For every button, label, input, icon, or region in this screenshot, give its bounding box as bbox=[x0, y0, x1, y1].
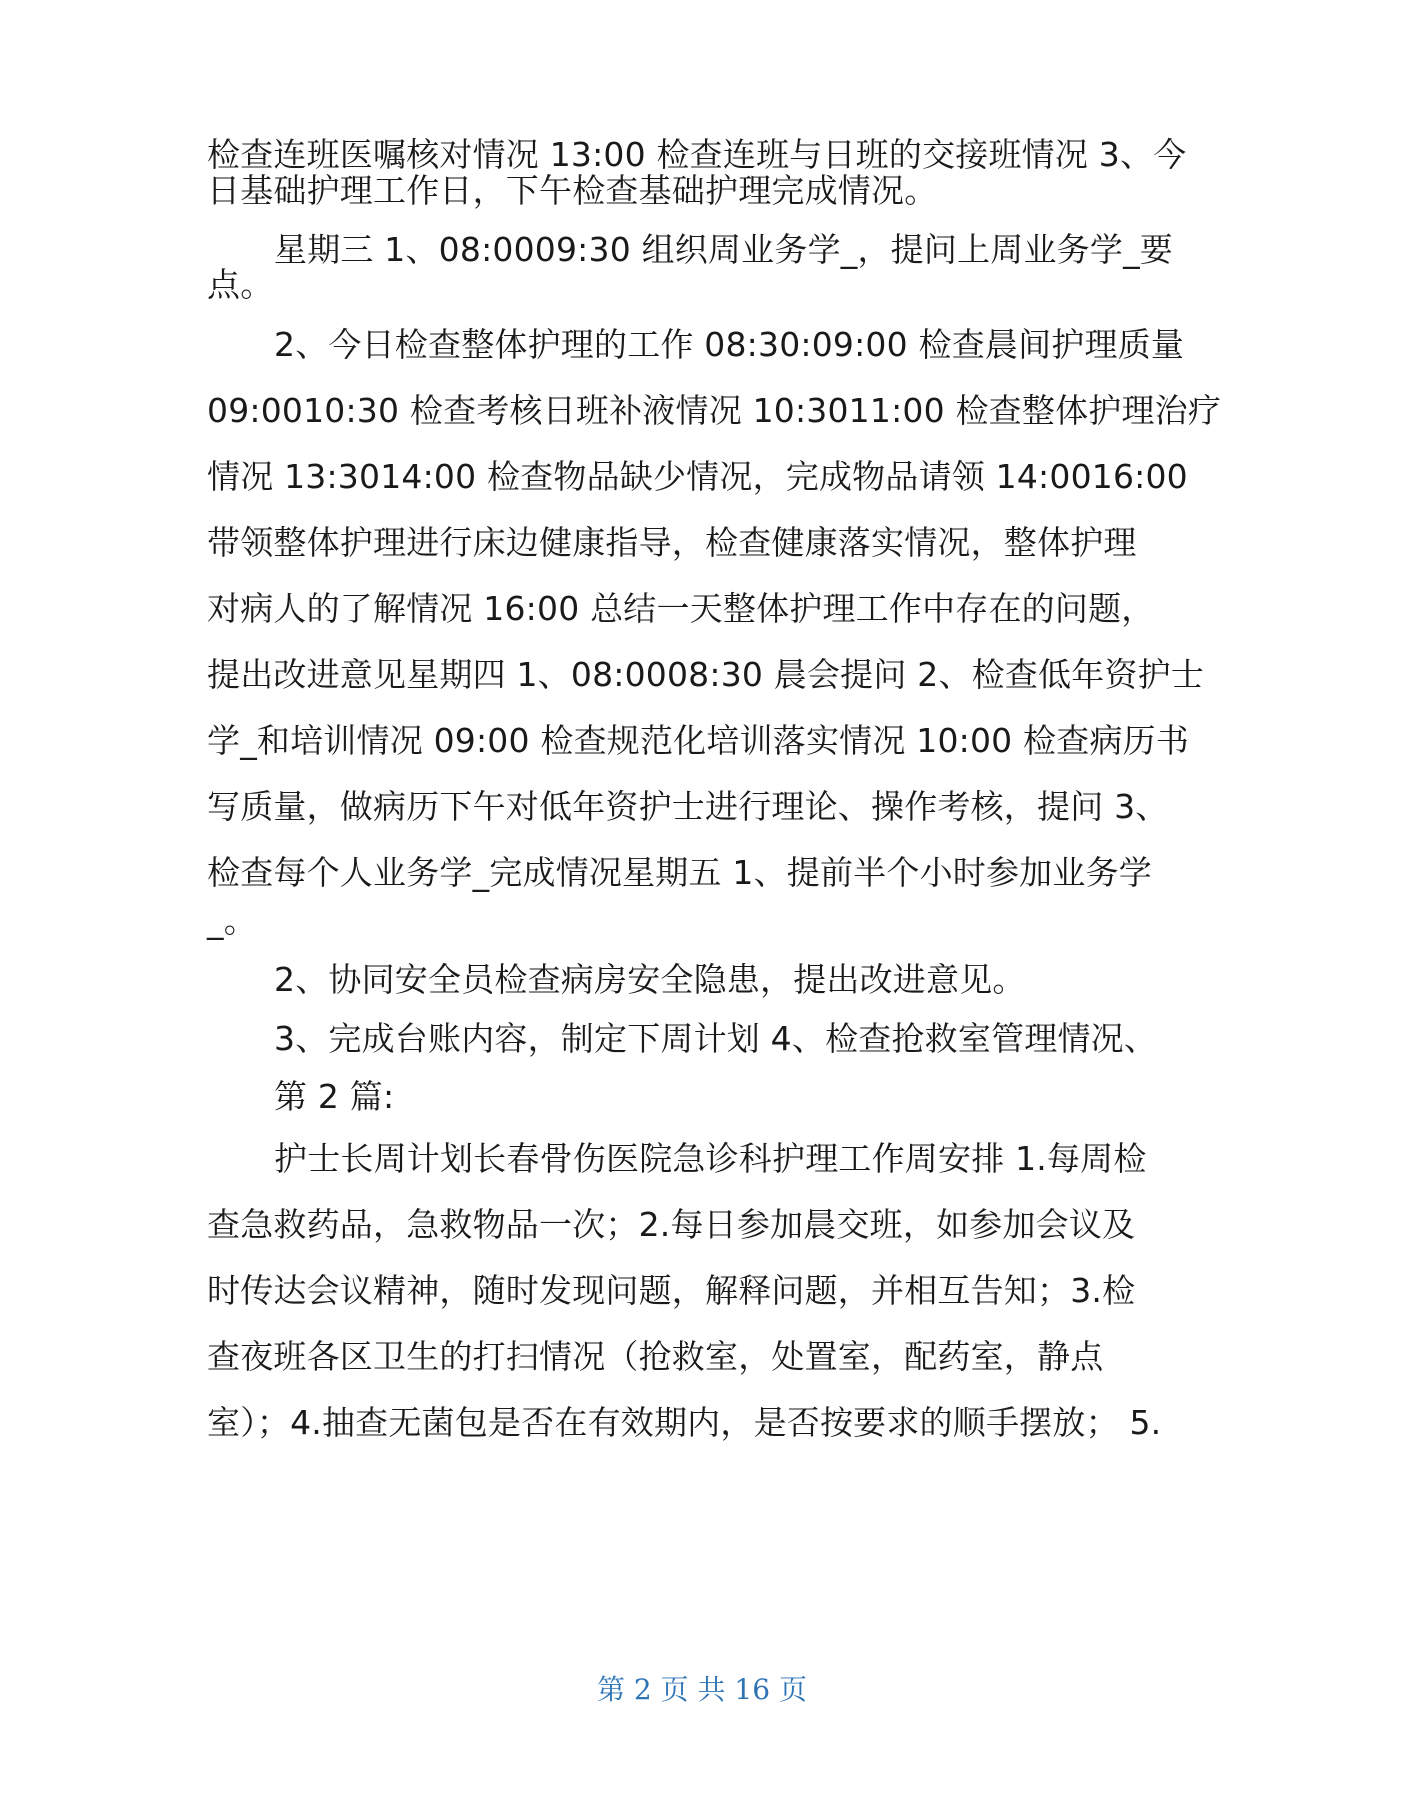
text-line: _。 bbox=[207, 901, 257, 940]
text-line: 时传达会议精神，随时发现问题，解释问题，并相互告知；3.检 bbox=[207, 1271, 1136, 1310]
text-line: 09:0010:30 检查考核日班补液情况 10:3011:00 检查整体护理治疗 bbox=[207, 391, 1222, 430]
section-heading: 第 2 篇: bbox=[274, 1077, 395, 1116]
text-line: 查急救药品，急救物品一次；2.每日参加晨交班，如参加会议及 bbox=[207, 1205, 1136, 1244]
text-line: 检查连班医嘱核对情况 13:00 检查连班与日班的交接班情况 3、今 bbox=[207, 135, 1187, 174]
text-line: 2、协同安全员检查病房安全隐患，提出改进意见。 bbox=[274, 960, 1026, 999]
text-line: 点。 bbox=[207, 265, 274, 304]
text-line: 查夜班各区卫生的打扫情况（抢救室，处置室，配药室，静点 bbox=[207, 1337, 1104, 1376]
text-line: 提出改进意见星期四 1、08:0008:30 晨会提问 2、检查低年资护士 bbox=[207, 655, 1205, 694]
text-line: 日基础护理工作日，下午检查基础护理完成情况。 bbox=[207, 171, 938, 210]
text-line: 对病人的了解情况 16:00 总结一天整体护理工作中存在的问题， bbox=[207, 589, 1155, 628]
text-line: 情况 13:3014:00 检查物品缺少情况，完成物品请领 14:0016:00 bbox=[207, 457, 1188, 496]
page-number-footer: 第 2 页 共 16 页 bbox=[597, 1673, 807, 1706]
text-line: 带领整体护理进行床边健康指导，检查健康落实情况，整体护理 bbox=[207, 523, 1137, 562]
text-line: 3、完成台账内容，制定下周计划 4、检查抢救室管理情况、 bbox=[274, 1019, 1158, 1058]
text-line: 写质量，做病历下午对低年资护士进行理论、操作考核，提问 3、 bbox=[207, 787, 1169, 826]
text-line: 2、今日检查整体护理的工作 08:30:09:00 检查晨间护理质量 bbox=[274, 325, 1185, 364]
text-line: 学_和培训情况 09:00 检查规范化培训落实情况 10:00 检查病历书 bbox=[207, 721, 1190, 760]
text-line: 护士长周计划长春骨伤医院急诊科护理工作周安排 1.每周检 bbox=[274, 1139, 1147, 1178]
text-line: 检查每个人业务学_完成情况星期五 1、提前半个小时参加业务学 bbox=[207, 853, 1152, 892]
text-line: 室）；4.抽查无菌包是否在有效期内，是否按要求的顺手摆放； 5. bbox=[207, 1403, 1162, 1442]
text-line: 星期三 1、08:0009:30 组织周业务学_，提问上周业务学_要 bbox=[274, 230, 1173, 269]
